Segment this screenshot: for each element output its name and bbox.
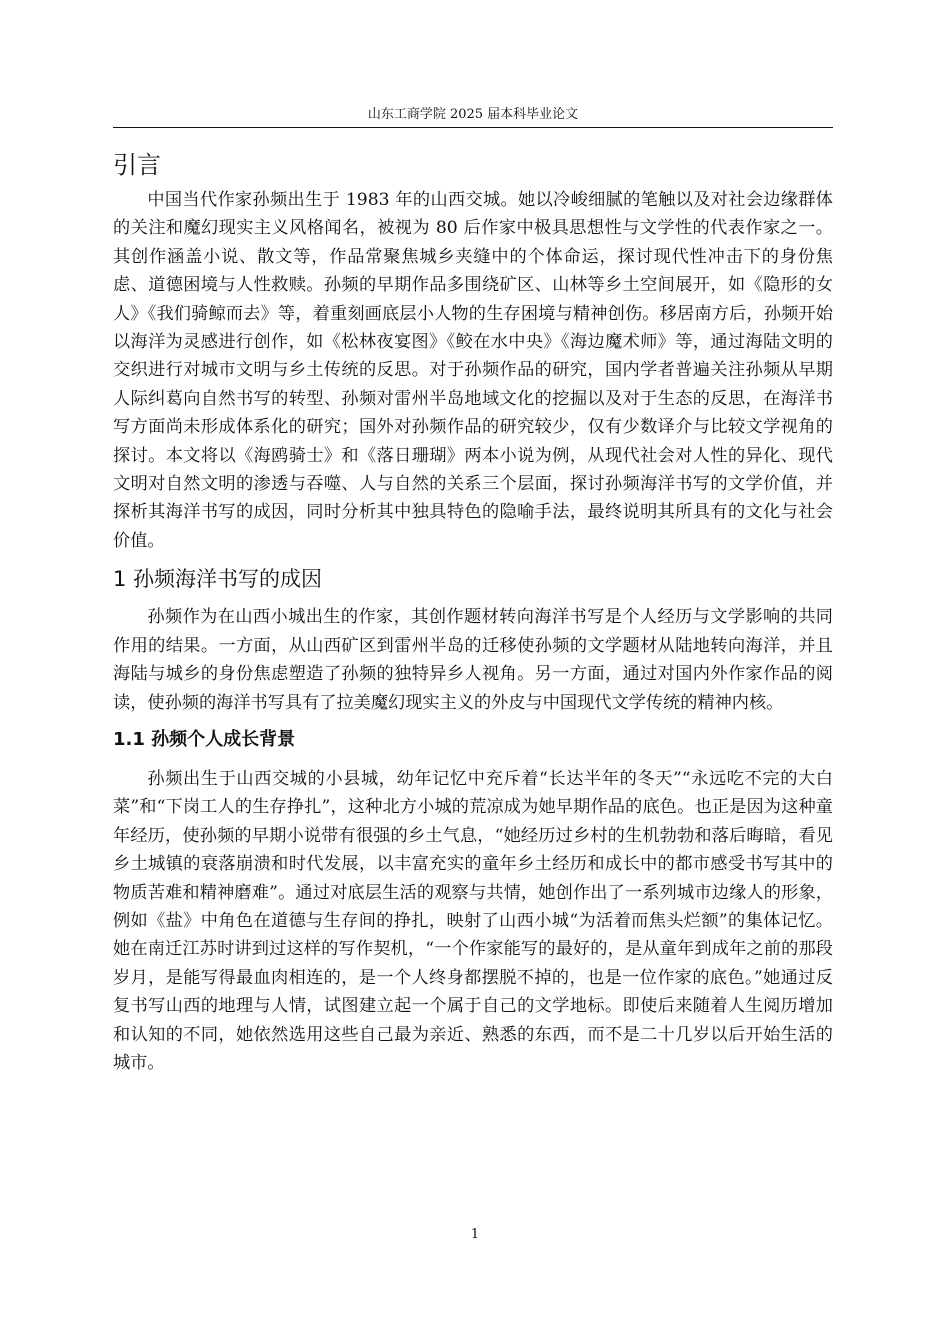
page-number: 1	[470, 1227, 480, 1242]
section-1-1-heading: 1.1 孙频个人成长背景	[113, 728, 296, 750]
introduction-paragraph: 中国当代作家孙频出生于 1983 年的山西交城。她以冷峻细腻的笔触以及对社会边缘群体的关注和魔幻现实主义风格闻名，被视为 80 后作家中极具思想性与文学性的代表作家之一。其创作涵盖小说、散文等，作品常聚焦城乡夹缝中的个体命运，探讨现代性冲击下的身份焦虑、道德困境与人性救赎。孙频的早期作品多围绕矿区、山林等乡土空间展开，如《隐形的女人》《我们骑鲸而去》等，着重刻画底层小人物的生存困境与精神创伤。移居南方后，孙频开始以海洋为灵感进行创作，如《松林夜宴图》《鲛在水中央》《海边魔术师》等，通过海陆文明的交织进行对城市文明与乡土传统的反思。对于孙频作品的研究，国内学者普遍关注孙频从早期人际纠葛向自然书写的转型、孙频对雷州半岛地域文化的挖掘以及对于生态的反思，在海洋书写方面尚未形成体系化的研究；国外对孙频作品的研究较少，仅有少数译介与比较文学视角的探讨。本文将以《海鸥骑士》和《落日珊瑚》两本小说为例，从现代社会对人性的异化、现代文明对自然文明的渗透与吞噬、人与自然的关系三个层面，探讨孙频海洋书写的文学价值，并探析其海洋书写的成因，同时分析其中独具特色的隐喻手法，最终说明其所具有的文化与社会价值。	[113, 190, 833, 551]
section-1-paragraph: 孙频作为在山西小城出生的作家，其创作题材转向海洋书写是个人经历与文学影响的共同作用的结果。一方面，从山西矿区到雷州半岛的迁移使孙频的文学题材从陆地转向海洋，并且海陆与城乡的身份焦虑塑造了孙频的独特异乡人视角。另一方面，通过对国内外作家作品的阅读，使孙频的海洋书写具有了拉美魔幻现实主义的外皮与中国现代文学传统的精神内核。	[113, 607, 833, 713]
header-rule	[113, 127, 833, 128]
introduction-heading: 引言	[113, 151, 161, 179]
spacer	[113, 555, 833, 563]
section-1-1-paragraph: 孙频出生于山西交城的小县城，幼年记忆中充斥着“长达半年的冬天”“永远吃不完的大白菜”和“下岗工人的生存挣扎”，这种北方小城的荒凉成为她早期作品的底色。也正是因为这种童年经历，使孙频的早期小说带有很强的乡土气息，“她经历过乡村的生机勃勃和落后晦暗，看见乡土城镇的衰落崩溃和时代发展，以丰富充实的童年乡土经历和成长中的都市感受书写其中的物质苦难和精神磨难”。通过对底层生活的观察与共情，她创作出了一系列城市边缘人的形象，例如《盐》中角色在道德与生存间的挣扎，映射了山西小城“为活着而焦头烂额”的集体记忆。她在南迁江苏时讲到过这样的写作契机，“一个作家能写的最好的，是从童年到成年之前的那段岁月，是能写得最血肉相连的，是一个人终身都摆脱不掉的，也是一位作家的底色。”她通过反复书写山西的地理与人情，试图建立起一个属于自己的文学地标。即使后来随着人生阅历增加和认知的不同，她依然选用这些自己最为亲近、熟悉的东西，而不是二十几岁以后开始生活的城市。	[113, 768, 833, 1073]
section-1-heading: 1 孙频海洋书写的成因	[113, 567, 323, 592]
running-header: 山东工商学院 2025 届本科毕业论文	[367, 107, 579, 122]
document-body	[113, 148, 833, 1077]
spacer	[113, 717, 833, 725]
